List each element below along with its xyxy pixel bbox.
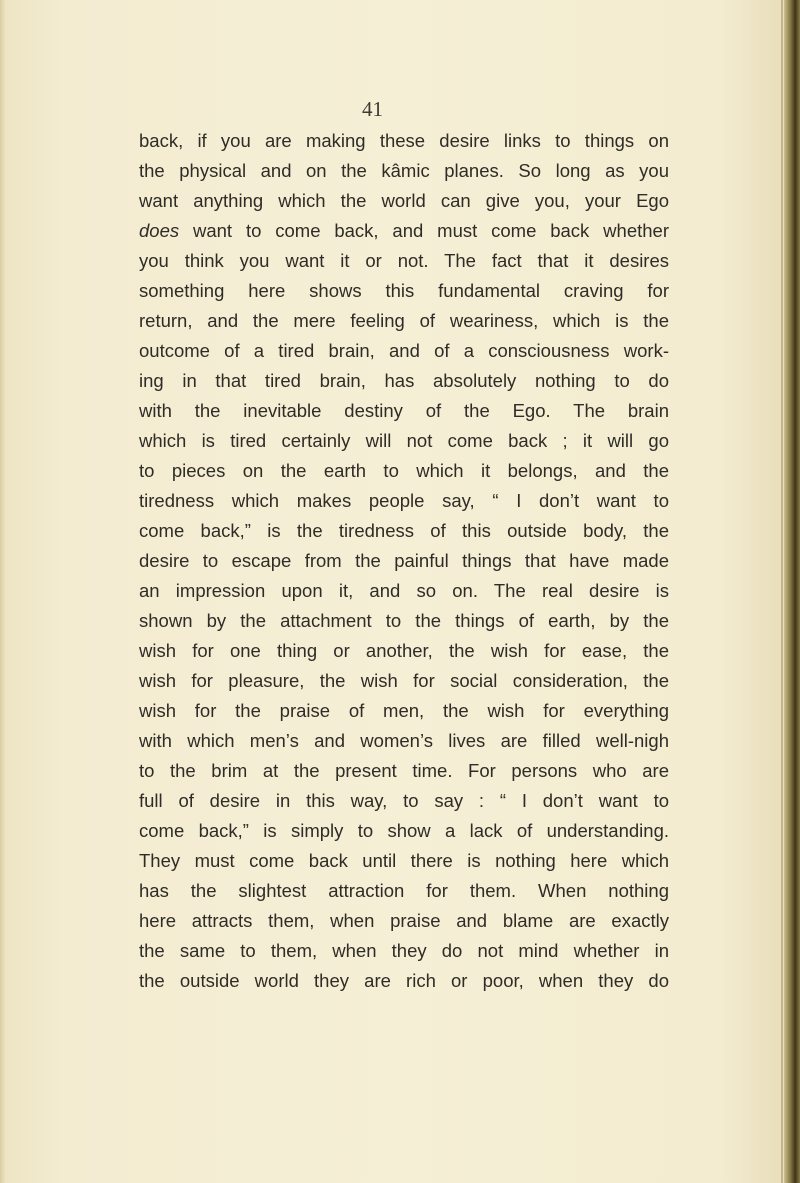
- text-line: to the brim at the present time. For persons who are: [139, 760, 669, 781]
- body-text: [139, 126, 669, 996]
- text-line: ing in that tired brain, has absolutely nothing to do: [139, 370, 669, 391]
- text-line: outcome of a tired brain, and of a consciousness work-: [139, 340, 669, 361]
- text-line: the physical and on the kâmic planes. So long as you: [139, 160, 669, 181]
- text-line: full of desire in this way, to say : “ I don’t want to: [139, 790, 669, 811]
- text-line: something here shows this fundamental craving for: [139, 280, 669, 301]
- text-line: back, if you are making these desire links to things on: [139, 130, 669, 151]
- text-line: an impression upon it, and so on. The real desire is: [139, 580, 669, 601]
- text-line: which is tired certainly will not come back ; it will go: [139, 430, 669, 451]
- text-line: has the slightest attraction for them. When nothing: [139, 880, 669, 901]
- page-number: 41: [362, 97, 383, 121]
- page-right-shadow-line: [781, 0, 783, 1183]
- text-line: tiredness which makes people say, “ I don’t want to: [139, 490, 669, 511]
- text-line-rest: want to come back, and must come back whether: [179, 220, 669, 241]
- text-line: [139, 216, 669, 246]
- text-line: here attracts them, when praise and blame are exactly: [139, 910, 669, 931]
- text-line: return, and the mere feeling of weariness, which is the: [139, 310, 669, 331]
- text-line: you think you want it or not. The fact that it desires: [139, 250, 669, 271]
- text-line: shown by the attachment to the things of earth, by the: [139, 610, 669, 631]
- text-line: with the inevitable destiny of the Ego. The brain: [139, 400, 669, 421]
- page-left-edge: [0, 0, 6, 1183]
- text-line: wish for the praise of men, the wish for everything: [139, 700, 669, 721]
- text-line: with which men’s and women’s lives are filled well-nigh: [139, 730, 669, 751]
- italic-emphasis: does: [139, 220, 180, 241]
- text-line: come back,” is the tiredness of this outside body, the: [139, 520, 669, 541]
- text-line: wish for pleasure, the wish for social consideration, the: [139, 670, 669, 691]
- text-line: wish for one thing or another, the wish for ease, the: [139, 640, 669, 661]
- text-line: want anything which the world can give you, your Ego: [139, 190, 669, 211]
- text-line: to pieces on the earth to which it belongs, and the: [139, 460, 669, 481]
- book-binding-edge: [784, 0, 800, 1183]
- text-line: desire to escape from the painful things that have made: [139, 550, 669, 571]
- text-line: the outside world they are rich or poor, when they do: [139, 970, 669, 991]
- text-line: They must come back until there is nothing here which: [139, 850, 669, 871]
- text-line: come back,” is simply to show a lack of understanding.: [139, 820, 669, 841]
- text-line: the same to them, when they do not mind whether in: [139, 940, 669, 961]
